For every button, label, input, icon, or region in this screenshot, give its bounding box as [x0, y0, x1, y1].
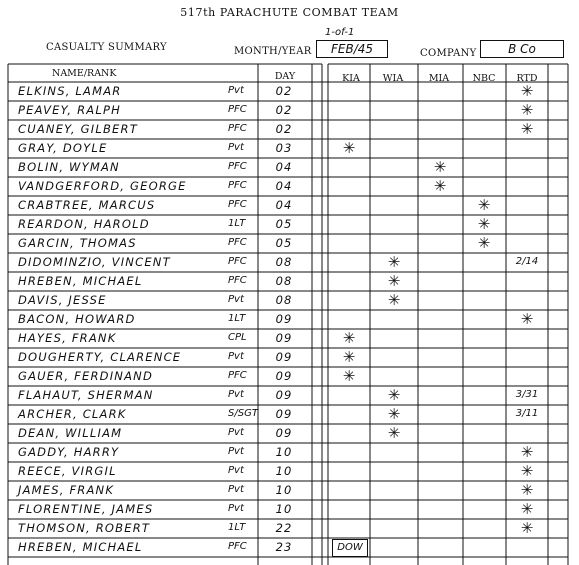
- row-name: REARDON, HAROLD: [18, 217, 150, 231]
- row-day: 09: [275, 350, 293, 364]
- row-day: 23: [275, 540, 293, 554]
- row-name: JAMES, FRANK: [18, 483, 115, 497]
- row-day: 04: [275, 179, 293, 193]
- row-day: 09: [275, 407, 293, 421]
- row-name: ELKINS, LAMAR: [18, 84, 122, 98]
- row-rank: CPL: [228, 332, 247, 343]
- row-rank: PFC: [228, 180, 247, 191]
- summary-label: CASUALTY SUMMARY: [46, 42, 167, 53]
- row-rank: Pvt: [228, 503, 244, 514]
- row-day: 10: [275, 445, 293, 459]
- row-mark-rtd: ✳: [520, 101, 534, 119]
- row-name: VANDGERFORD, GEORGE: [18, 179, 187, 193]
- row-mark-mia: ✳: [433, 158, 447, 176]
- row-rank: Pvt: [228, 465, 244, 476]
- row-mark-rtd: ✳: [520, 310, 534, 328]
- row-rank: Pvt: [228, 142, 244, 153]
- row-mark-kia: ✳: [342, 139, 356, 157]
- row-mark-rtd: ✳: [520, 462, 534, 480]
- row-mark-wia: ✳: [387, 272, 401, 290]
- company-label: COMPANY: [420, 48, 477, 59]
- row-day: 08: [275, 274, 293, 288]
- row-name: FLAHAUT, SHERMAN: [18, 388, 154, 402]
- row-rank: 1LT: [228, 522, 246, 533]
- row-mark-rtd: ✳: [520, 519, 534, 537]
- row-name: GRAY, DOYLE: [18, 141, 108, 155]
- row-name: DOUGHERTY, CLARENCE: [18, 350, 182, 364]
- row-day: 10: [275, 464, 293, 478]
- row-mark-rtd: ✳: [520, 481, 534, 499]
- row-day: 02: [275, 84, 293, 98]
- row-name: BACON, HOWARD: [18, 312, 136, 326]
- row-rank: Pvt: [228, 484, 244, 495]
- row-mark-kia: ✳: [342, 348, 356, 366]
- col-header-nbc: NBC: [472, 73, 496, 84]
- row-mark-rtd: ✳: [520, 82, 534, 100]
- row-day: 08: [275, 293, 293, 307]
- row-rank: Pvt: [228, 294, 244, 305]
- row-rank: PFC: [228, 199, 247, 210]
- month-year-label: MONTH/YEAR: [234, 46, 312, 57]
- row-rank: PFC: [228, 256, 247, 267]
- row-mark-kia: ✳: [342, 367, 356, 385]
- row-day: 09: [275, 369, 293, 383]
- row-day: 10: [275, 502, 293, 516]
- row-day: 03: [275, 141, 293, 155]
- row-rank: 1LT: [228, 313, 246, 324]
- row-day: 09: [275, 331, 293, 345]
- row-day: 09: [275, 388, 293, 402]
- row-mark-nbc: ✳: [477, 196, 491, 214]
- row-name: DIDOMINZIO, VINCENT: [18, 255, 171, 269]
- row-mark-wia: ✳: [387, 424, 401, 442]
- col-header-mia: MIA: [428, 73, 450, 84]
- row-mark-rtd: ✳: [520, 443, 534, 461]
- row-rank: PFC: [228, 104, 247, 115]
- page-count: 1-of-1: [325, 27, 355, 38]
- row-mark-kia: ✳: [342, 329, 356, 347]
- row-rank: PFC: [228, 123, 247, 134]
- company-field[interactable]: B Co: [480, 40, 564, 58]
- row-name: FLORENTINE, JAMES: [18, 502, 154, 516]
- row-rank: PFC: [228, 161, 247, 172]
- row-name: HREBEN, MICHAEL: [18, 274, 143, 288]
- col-header-kia: KIA: [342, 73, 360, 84]
- row-day: 05: [275, 236, 293, 250]
- row-day: 09: [275, 312, 293, 326]
- row-rank: Pvt: [228, 389, 244, 400]
- row-name: DEAN, WILLIAM: [18, 426, 123, 440]
- col-header-wia: WIA: [382, 73, 404, 84]
- row-name: HAYES, FRANK: [18, 331, 117, 345]
- row-mark-wia: ✳: [387, 405, 401, 423]
- row-mark-nbc: ✳: [477, 234, 491, 252]
- row-day: 10: [275, 483, 293, 497]
- row-day: 04: [275, 198, 293, 212]
- row-mark-wia: ✳: [387, 253, 401, 271]
- row-name: THOMSON, ROBERT: [18, 521, 151, 535]
- row-rank: Pvt: [228, 85, 244, 96]
- row-name: CUANEY, GILBERT: [18, 122, 138, 136]
- row-rank: Pvt: [228, 351, 244, 362]
- form-title: 517th PARACHUTE COMBAT TEAM: [180, 6, 399, 19]
- row-day: 05: [275, 217, 293, 231]
- row-day: 02: [275, 122, 293, 136]
- row-rank: PFC: [228, 275, 247, 286]
- row-rank: PFC: [228, 237, 247, 248]
- row-day: 22: [275, 521, 293, 535]
- row-name: CRABTREE, MARCUS: [18, 198, 156, 212]
- row-name: PEAVEY, RALPH: [18, 103, 121, 117]
- row-name: GADDY, HARRY: [18, 445, 120, 459]
- row-rtd-date: 2/14: [515, 256, 539, 267]
- row-name: GAUER, FERDINAND: [18, 369, 154, 383]
- row-rtd-date: 3/31: [515, 389, 539, 400]
- row-name: HREBEN, MICHAEL: [18, 540, 143, 554]
- row-mark-nbc: ✳: [477, 215, 491, 233]
- row-rank: Pvt: [228, 427, 244, 438]
- row-day: 09: [275, 426, 293, 440]
- row-rank: S/SGT: [228, 408, 258, 419]
- col-header-rtd: RTD: [516, 73, 538, 84]
- row-name: ARCHER, CLARK: [18, 407, 127, 421]
- row-name: GARCIN, THOMAS: [18, 236, 137, 250]
- row-rank: 1LT: [228, 218, 246, 229]
- row-rank: PFC: [228, 541, 247, 552]
- row-mark-wia: ✳: [387, 291, 401, 309]
- month-year-field[interactable]: FEB/45: [316, 40, 388, 58]
- row-mark-mia: ✳: [433, 177, 447, 195]
- row-day: 02: [275, 103, 293, 117]
- row-name: BOLIN, WYMAN: [18, 160, 120, 174]
- row-kia-note: DOW: [332, 539, 368, 557]
- col-header-day: DAY: [274, 71, 296, 82]
- row-name: REECE, VIRGIL: [18, 464, 117, 478]
- row-day: 04: [275, 160, 293, 174]
- row-rtd-date: 3/11: [515, 408, 539, 419]
- row-day: 08: [275, 255, 293, 269]
- row-rank: Pvt: [228, 446, 244, 457]
- row-mark-rtd: ✳: [520, 500, 534, 518]
- row-mark-rtd: ✳: [520, 120, 534, 138]
- row-rank: PFC: [228, 370, 247, 381]
- row-mark-wia: ✳: [387, 386, 401, 404]
- row-name: DAVIS, JESSE: [18, 293, 107, 307]
- col-header-name-rank: NAME/RANK: [52, 68, 117, 79]
